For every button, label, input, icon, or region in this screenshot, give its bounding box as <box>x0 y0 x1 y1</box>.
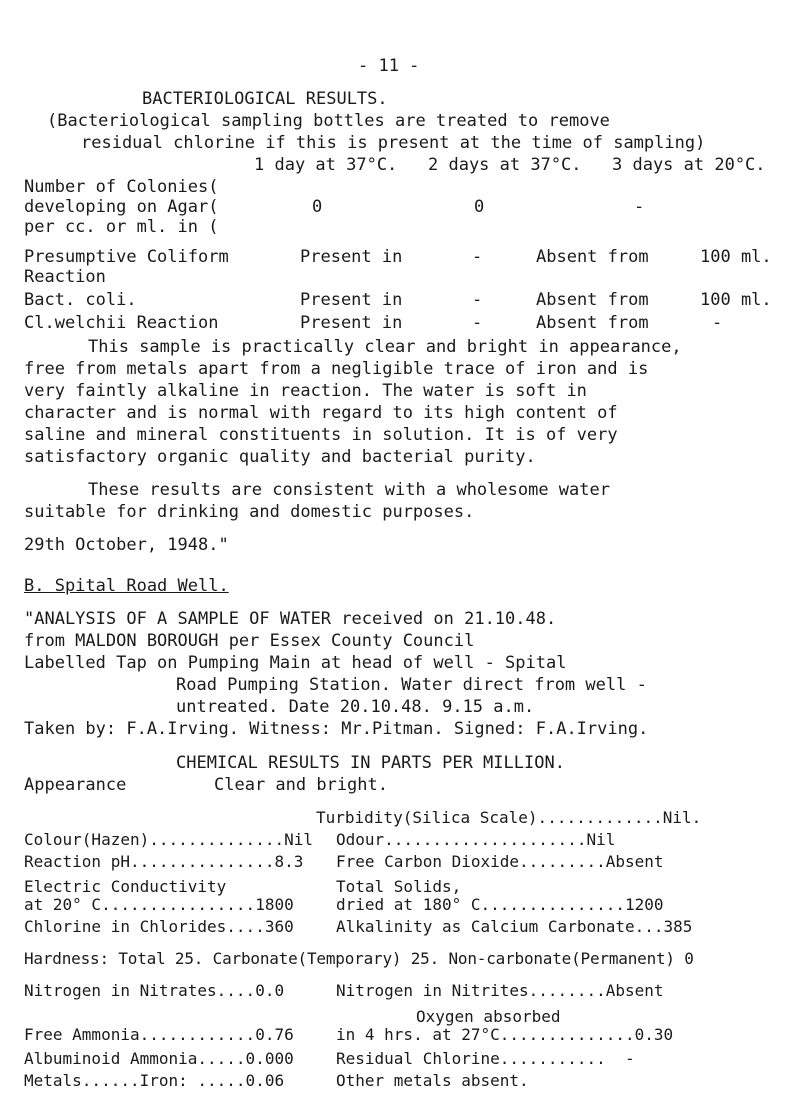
colonies-3days-value: - <box>634 197 645 217</box>
col-header-3days: 3 days at 20°C. <box>612 155 766 175</box>
report-date: 29th October, 1948." <box>24 535 229 555</box>
colonies-1day-value: 0 <box>312 197 323 217</box>
co2-result: Free Carbon Dioxide.........Absent <box>336 852 664 871</box>
colonies-2days-value: 0 <box>474 197 485 217</box>
other-metals-result: Other metals absent. <box>336 1071 529 1090</box>
alkalinity-result: Alkalinity as Calcium Carbonate...385 <box>336 917 693 936</box>
appearance-label: Appearance <box>24 775 127 795</box>
odour-result: Odour.....................Nil <box>336 830 616 849</box>
hardness-result: Hardness: Total 25. Carbonate(Temporary) 25. Non-carbonate(Permanent) 0 <box>24 949 694 968</box>
sampling-note-2: residual chlorine if this is present at the time of sampling) <box>81 133 706 153</box>
turbidity-result: Turbidity(Silica Scale).............Nil. <box>316 808 702 827</box>
section-b-heading: B. Spital Road Well. <box>24 576 229 596</box>
albuminoid-ammonia-result: Albuminoid Ammonia.....0.000 <box>24 1049 294 1068</box>
col-header-2days: 2 days at 37°C. <box>428 155 582 175</box>
colour-result: Colour(Hazen)..............Nil <box>24 830 313 849</box>
ph-result: Reaction pH...............8.3 <box>24 852 304 871</box>
chlorides-result: Chlorine in Chlorides....360 <box>24 917 294 936</box>
appearance-value: Clear and bright. <box>214 775 388 795</box>
nitrates-result: Nitrogen in Nitrates....0.0 <box>24 981 285 1000</box>
chemical-results-heading: CHEMICAL RESULTS IN PARTS PER MILLION. <box>176 753 565 773</box>
nitrites-result: Nitrogen in Nitrites........Absent <box>336 981 664 1000</box>
col-header-1day: 1 day at 37°C. <box>254 155 398 175</box>
free-ammonia-result: Free Ammonia............0.76 <box>24 1025 294 1044</box>
metals-iron-result: Metals......Iron: .....0.06 <box>24 1071 285 1090</box>
sampling-note-1: (Bacteriological sampling bottles are treated to remove <box>47 111 610 131</box>
page-number: - 11 - <box>358 56 420 76</box>
bacteriological-heading: BACTERIOLOGICAL RESULTS. <box>142 89 388 109</box>
residual-chlorine-result: Residual Chlorine........... - <box>336 1049 635 1068</box>
